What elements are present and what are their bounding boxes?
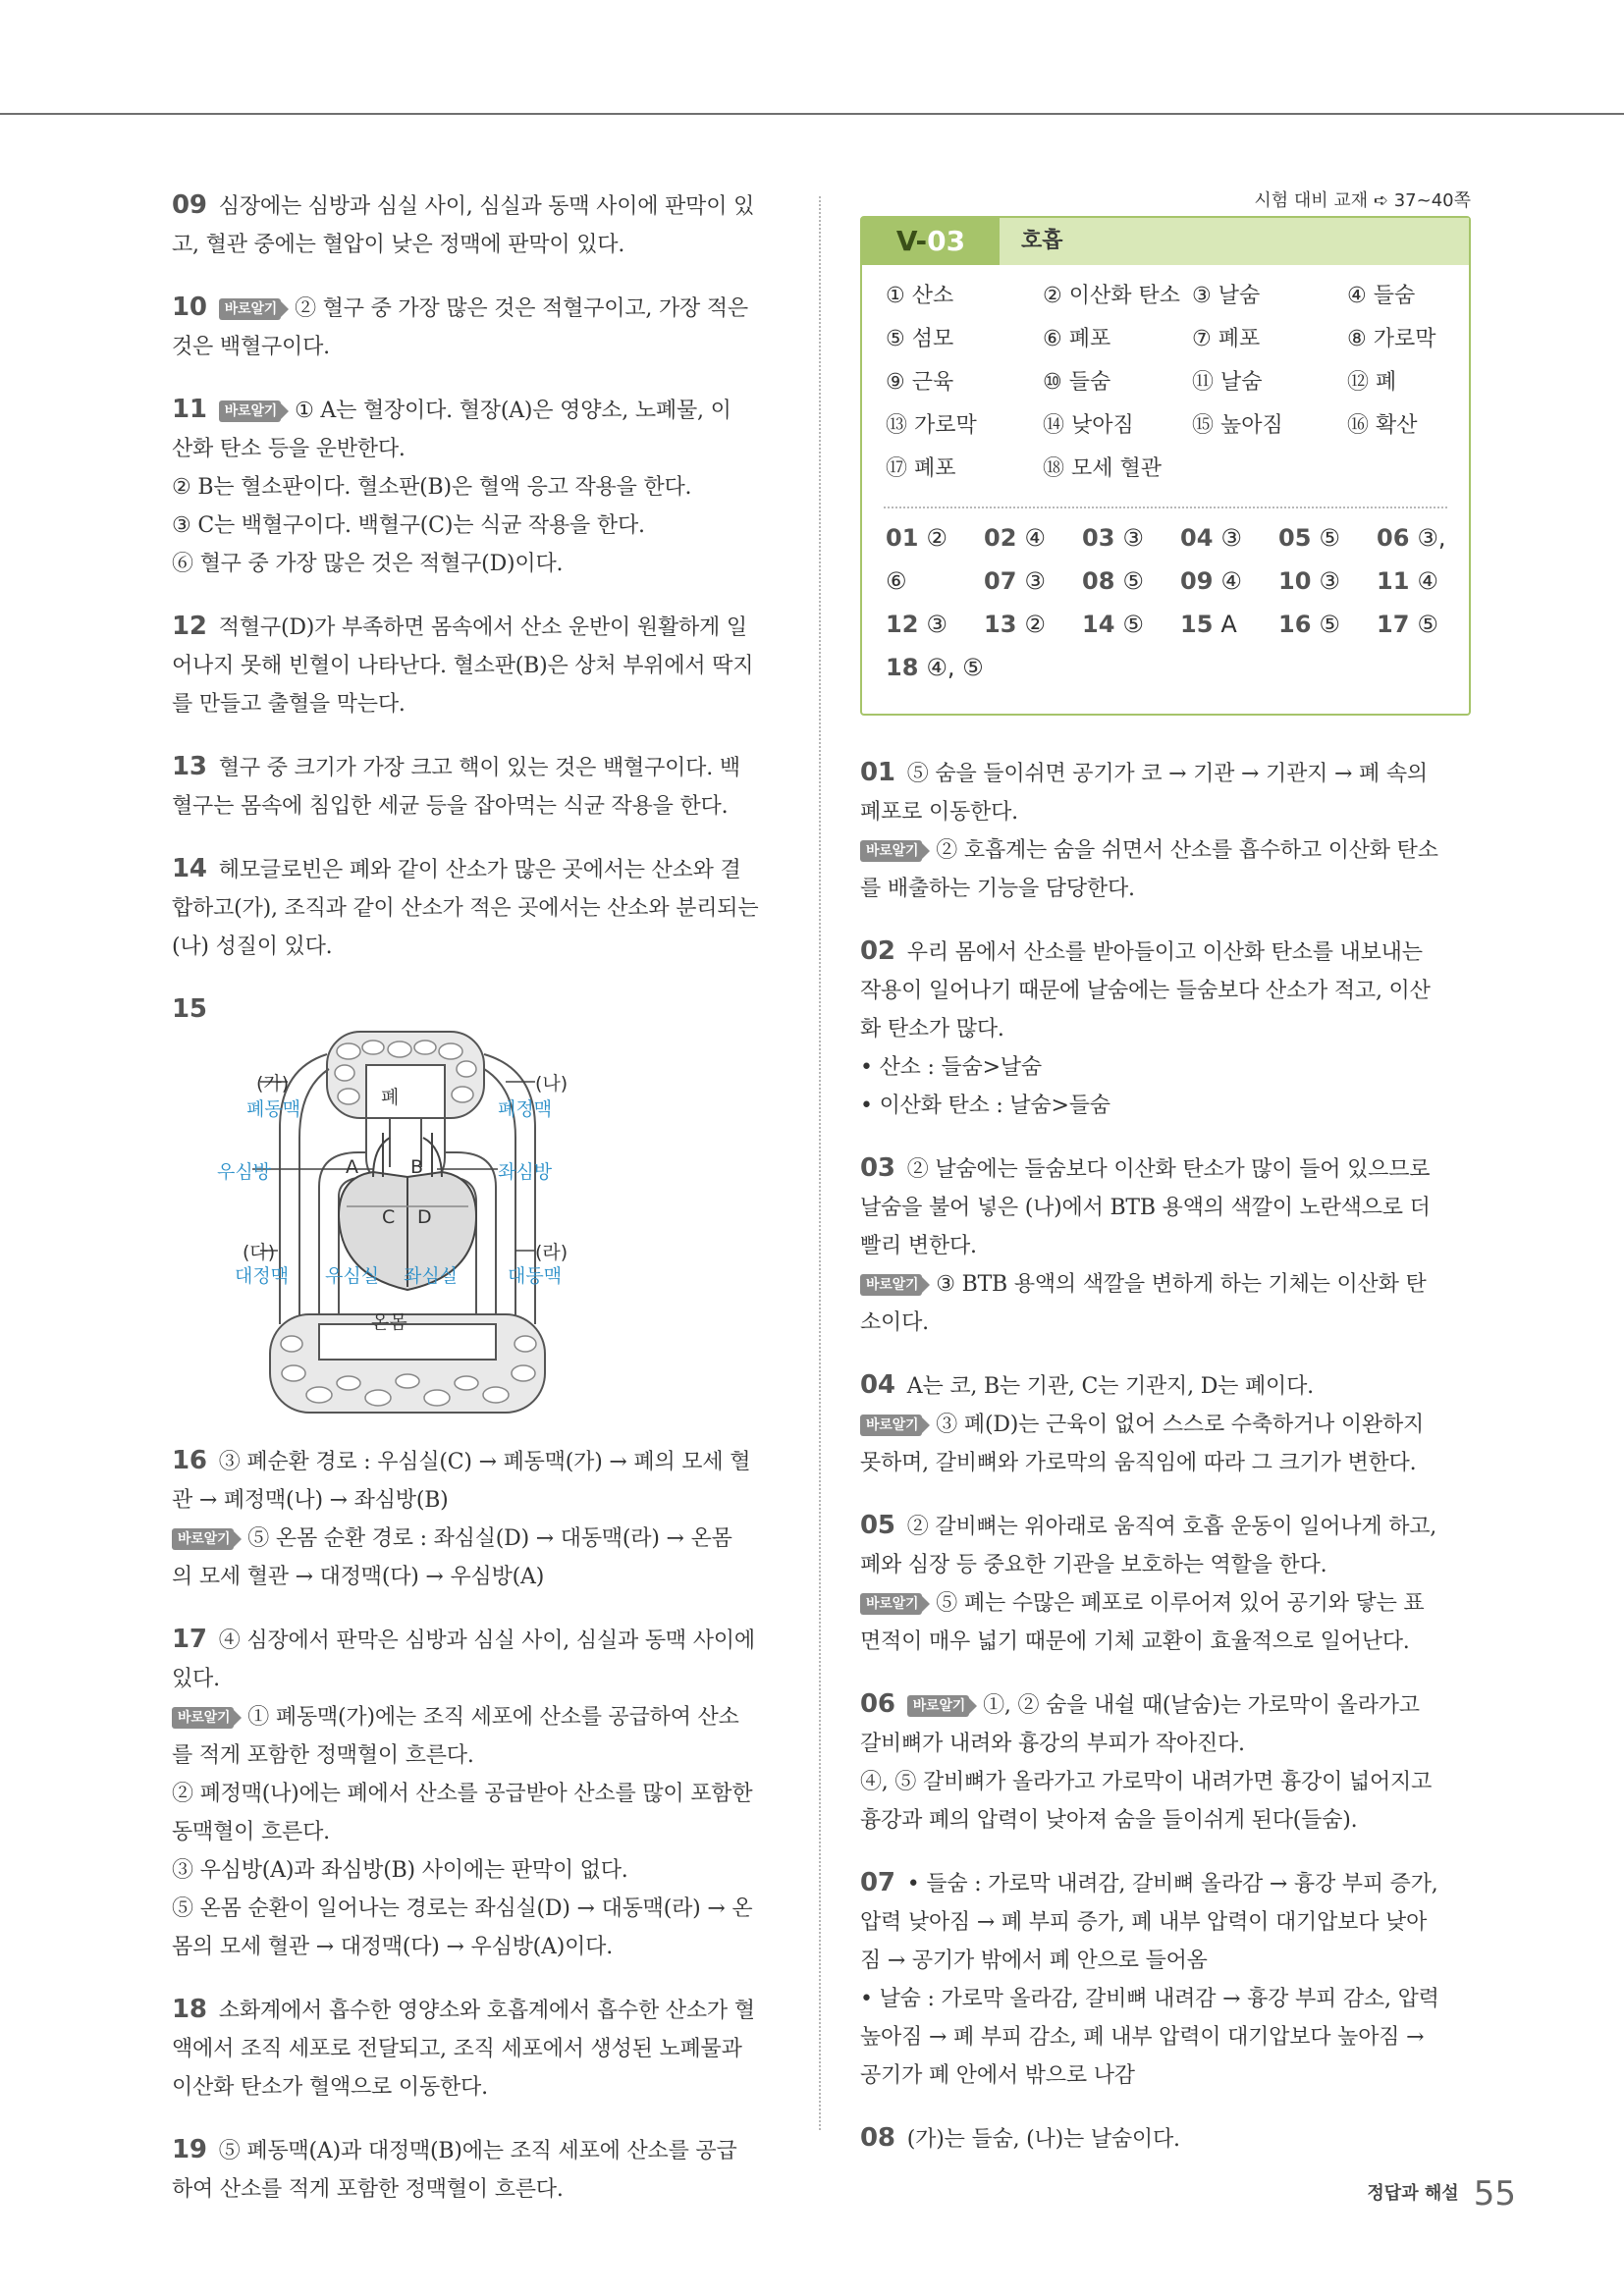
text-line: ④ 심장에서 판막은 심방과 심실 사이, 심실과 동맥 사이에 xyxy=(218,1629,755,1653)
answer-cell: ⑦ 폐포 xyxy=(1192,327,1261,351)
mc-choice: ⑤ xyxy=(1122,567,1144,595)
item-number: 19 xyxy=(172,2135,207,2164)
answer-item-10 xyxy=(172,289,785,366)
mc-number: 06 xyxy=(1377,524,1410,552)
mc-answer xyxy=(886,611,947,638)
mc-number: 08 xyxy=(1082,567,1115,595)
mc-choice: ② xyxy=(926,524,947,552)
answer-cell: ⑥ 폐포 xyxy=(1043,327,1111,351)
left-items-group-1 xyxy=(172,187,785,966)
badge-text-line: 몸의 모세 혈관 → 대정맥(다) → 우심방(A)이다. xyxy=(172,1935,614,1959)
multiple-choice-answers xyxy=(886,524,1455,697)
mc-row xyxy=(886,524,1455,567)
text-line: 날숨을 불어 넣은 (나)에서 BTB 용액의 색깔이 노란색으로 더 xyxy=(860,1196,1431,1220)
answer-cell: ⑭ 낮아짐 xyxy=(1043,413,1134,438)
mc-answer xyxy=(1377,611,1438,638)
answer-cell: ⑪ 날숨 xyxy=(1192,370,1263,395)
text-line: ⑥ 혈구 중 가장 많은 것은 적혈구(D)이다. xyxy=(172,552,564,576)
label-D: D xyxy=(417,1206,432,1228)
text-line: 것은 백혈구이다. xyxy=(172,335,330,359)
badge-text-line: ⑤ 온몸 순환이 일어나는 경로는 좌심실(D) → 대동맥(라) → 온 xyxy=(172,1896,753,1921)
mc-answer xyxy=(1180,524,1242,552)
mc-number: 18 xyxy=(886,654,919,681)
mc-answer xyxy=(1278,524,1340,552)
label-pulmonary-vein: 폐정맥 xyxy=(498,1098,553,1120)
text-line: 있다. xyxy=(172,1667,220,1691)
textbook-reference: 시험 대비 교재 ➪ 37~40쪽 xyxy=(1254,190,1471,211)
text-line: 합하고(가), 조직과 같이 산소가 적은 곳에서는 산소와 분리되는 xyxy=(172,896,759,921)
lung-capillaries xyxy=(327,1032,484,1118)
text-line: 관 → 폐정맥(나) → 좌심방(B) xyxy=(172,1488,449,1513)
text-line: 흉강과 폐의 압력이 낮아져 숨을 들이쉬게 된다(들숨). xyxy=(860,1808,1358,1833)
mc-choice: ③ xyxy=(1122,524,1144,552)
label-aorta: 대동맥 xyxy=(508,1265,563,1287)
badge-text-line: 의 모세 혈관 → 대정맥(다) → 우심방(A) xyxy=(172,1565,545,1589)
answer-summary-box xyxy=(860,216,1471,716)
text-line: 고, 혈관 중에는 혈압이 낮은 정맥에 판막이 있다. xyxy=(172,233,625,257)
mc-choice: ⑤ xyxy=(1122,611,1144,638)
item-number: 18 xyxy=(172,1995,207,2024)
footer-title: 정답과 해설 xyxy=(1367,2183,1459,2204)
item-number: 10 xyxy=(172,293,207,322)
text-line: ② 혈구 중 가장 많은 것은 적혈구이고, 가장 적은 xyxy=(295,296,748,321)
label-right-atrium: 우심방 xyxy=(217,1161,272,1183)
answer-cell: ⑯ 확산 xyxy=(1347,413,1418,438)
text-line: 이산화 탄소가 혈액으로 이동한다. xyxy=(172,2075,488,2100)
answer-cell: ① 산소 xyxy=(886,284,954,308)
badge-text-line: 를 적게 포함한 정맥혈이 흐른다. xyxy=(172,1743,474,1768)
answer-item-11 xyxy=(172,391,785,583)
item-number: 03 xyxy=(860,1153,895,1183)
item-number: 02 xyxy=(860,936,895,966)
answer-row xyxy=(886,279,1455,322)
mc-answer xyxy=(984,611,1046,638)
mc-number: 12 xyxy=(886,611,919,638)
text-line: ① A는 혈장이다. 혈장(A)은 영양소, 노폐물, 이 xyxy=(295,399,731,423)
badge-text-line: ② 호흡계는 숨을 쉬면서 산소를 흡수하고 이산화 탄소 xyxy=(936,838,1438,863)
item-number: 17 xyxy=(172,1625,207,1654)
column-divider xyxy=(819,196,821,2130)
mc-choice: ⑥ xyxy=(886,567,907,595)
item-number: 09 xyxy=(172,190,207,220)
text-line: ② 날숨에는 들숨보다 이산화 탄소가 많이 들어 있으므로 xyxy=(906,1157,1431,1182)
mc-choice: ③ xyxy=(1319,567,1340,595)
text-line: 적혈구(D)가 부족하면 몸속에서 산소 운반이 원활하게 일 xyxy=(218,615,747,640)
mc-choice: ⑤ xyxy=(1319,524,1340,552)
left-items-group-2 xyxy=(172,1442,785,2209)
item-number: 12 xyxy=(172,612,207,641)
badge-text-line: ② 폐정맥(나)에는 폐에서 산소를 공급받아 산소를 많이 포함한 xyxy=(172,1782,753,1806)
answer-cell: ⑫ 폐 xyxy=(1347,370,1397,395)
item-number: 05 xyxy=(860,1511,895,1540)
item-number: 01 xyxy=(860,758,895,787)
answer-item-09 xyxy=(172,187,785,264)
box-separator xyxy=(884,507,1447,508)
text-line: 소화계에서 흡수한 영양소와 호흡계에서 흡수한 산소가 혈 xyxy=(218,1999,755,2023)
badge-label: 바로알기 xyxy=(860,1593,922,1615)
text-line: 하여 산소를 적게 포함한 정맥혈이 흐른다. xyxy=(172,2177,564,2202)
item-number: 16 xyxy=(172,1446,207,1475)
label-A: A xyxy=(346,1156,358,1178)
text-line: 작용이 일어나기 때문에 날숨에는 들숨보다 산소가 적고, 이산 xyxy=(860,979,1431,1003)
text-line: 폐와 심장 등 중요한 기관을 보호하는 역할을 한다. xyxy=(860,1553,1327,1577)
answer-item-08 xyxy=(860,2119,1471,2159)
text-line: 갈비뼈가 내려와 흉강의 부피가 작아진다. xyxy=(860,1732,1245,1756)
text-line: 산화 탄소 등을 운반한다. xyxy=(172,437,406,461)
badge-label: 바로알기 xyxy=(860,1415,922,1436)
text-line: 액에서 조직 세포로 전달되고, 조직 세포에서 생성된 노폐물과 xyxy=(172,2037,742,2061)
unit-title: 호흡 xyxy=(1021,229,1063,253)
mc-answer xyxy=(1082,611,1144,638)
mc-number: 16 xyxy=(1278,611,1312,638)
unit-tag-number: 03 xyxy=(927,225,966,257)
item-number: 08 xyxy=(860,2123,895,2153)
mc-choice: ④ xyxy=(1220,567,1242,595)
mc-choice: ② xyxy=(1024,611,1046,638)
right-items xyxy=(860,754,1471,2183)
answer-item-15 xyxy=(172,990,785,1030)
text-line: 혈구 중 크기가 가장 크고 핵이 있는 것은 백혈구이다. 백 xyxy=(218,756,740,780)
text-line: (나) 성질이 있다. xyxy=(172,934,333,959)
mc-row xyxy=(886,654,1455,697)
text-line: ③ 폐순환 경로 : 우심실(C) → 폐동맥(가) → 폐의 모세 혈 xyxy=(218,1450,751,1474)
item-number: 04 xyxy=(860,1370,895,1400)
answer-item-13 xyxy=(172,748,785,826)
unit-tag-prefix: V- xyxy=(895,225,928,257)
label-lung: 폐 xyxy=(381,1087,400,1108)
mc-answer xyxy=(886,654,984,681)
answer-cell: ⑤ 섬모 xyxy=(886,327,954,351)
badge-text-line: ③ BTB 용액의 색깔을 변하게 하는 기체는 이산화 탄 xyxy=(936,1272,1427,1297)
answer-cell: ⑨ 근육 xyxy=(886,370,954,395)
badge-text-line: 못하며, 갈비뼈와 가로막의 움직임에 따라 그 크기가 변한다. xyxy=(860,1451,1417,1475)
text-line: 를 만들고 출혈을 막는다. xyxy=(172,692,406,717)
unit-tag xyxy=(862,218,1000,265)
mc-answer xyxy=(1082,567,1144,595)
badge-text-line: 를 배출하는 기능을 담당한다. xyxy=(860,877,1135,901)
text-line: • 들숨 : 가로막 내려감, 갈비뼈 올라감 → 흉강 부피 증가, xyxy=(906,1872,1438,1896)
mc-row xyxy=(886,567,1455,611)
mc-choice: ⑤ xyxy=(1319,611,1340,638)
text-line: • 산소 : 들숨>날숨 xyxy=(860,1055,1042,1080)
answer-cell: ⑩ 들숨 xyxy=(1043,370,1111,395)
mc-number: 13 xyxy=(984,611,1017,638)
mc-choice: ④ xyxy=(1417,567,1438,595)
text-line: 폐포로 이동한다. xyxy=(860,800,1018,825)
badge-label: 바로알기 xyxy=(907,1695,969,1717)
mc-choice: A xyxy=(1220,611,1237,638)
mc-choice: ④ xyxy=(1024,524,1046,552)
text-line: ③ C는 백혈구이다. 백혈구(C)는 식균 작용을 한다. xyxy=(172,513,645,538)
label-left-ventricle: 좌심실 xyxy=(404,1265,459,1287)
text-line: ⑤ 폐동맥(A)과 대정맥(B)에는 조직 세포에 산소를 공급 xyxy=(218,2139,737,2163)
badge-text-line: ⑤ 온몸 순환 경로 : 좌심실(D) → 대동맥(라) → 온몸 xyxy=(247,1526,732,1551)
badge-text-line: 동맥혈이 흐른다. xyxy=(172,1820,330,1844)
answer-item-04 xyxy=(860,1366,1471,1482)
item-number: 13 xyxy=(172,752,207,781)
text-line: A는 코, B는 기관, C는 기관지, D는 폐이다. xyxy=(906,1374,1314,1399)
left-column xyxy=(172,187,785,2233)
fill-in-answers xyxy=(886,279,1455,495)
label-C: C xyxy=(382,1206,396,1228)
mc-number: 04 xyxy=(1180,524,1214,552)
text-line: • 이산화 탄소 : 날숨>들숨 xyxy=(860,1094,1110,1118)
answer-cell: ② 이산화 탄소 xyxy=(1043,284,1180,308)
answer-item-03 xyxy=(860,1149,1471,1342)
mc-number: 01 xyxy=(886,524,919,552)
mc-number: 14 xyxy=(1082,611,1115,638)
label-left-atrium: 좌심방 xyxy=(498,1161,553,1183)
text-line: ② B는 혈소판이다. 혈소판(B)은 혈액 응고 작용을 한다. xyxy=(172,475,692,500)
answer-item-07 xyxy=(860,1864,1471,2095)
mc-number: 02 xyxy=(984,524,1017,552)
text-line: 높아짐 → 폐 부피 감소, 폐 내부 압력이 대기압보다 높아짐 → xyxy=(860,2025,1425,2050)
mc-choice: ③ xyxy=(926,611,947,638)
answer-row xyxy=(886,365,1455,408)
answer-item-06 xyxy=(860,1685,1471,1840)
answer-item-14 xyxy=(172,850,785,966)
mc-number: 03 xyxy=(1082,524,1115,552)
mc-choice: ④, ⑤ xyxy=(926,654,984,681)
badge-label: 바로알기 xyxy=(860,1274,922,1296)
text-line: ①, ② 숨을 내쉴 때(날숨)는 가로막이 올라가고 xyxy=(983,1693,1420,1718)
badge-label: 바로알기 xyxy=(219,400,281,422)
answer-item-12 xyxy=(172,608,785,723)
item-number: 07 xyxy=(860,1868,895,1897)
badge-text-line: 면적이 매우 넓기 때문에 기체 교환이 효율적으로 일어난다. xyxy=(860,1629,1410,1654)
badge-text-line: ① 폐동맥(가)에는 조직 세포에 산소를 공급하여 산소 xyxy=(247,1705,739,1730)
mc-choice: ③, xyxy=(1417,524,1446,552)
answer-cell: ⑱ 모세 혈관 xyxy=(1043,456,1162,481)
label-da: (다) xyxy=(243,1242,276,1263)
answer-item-16 xyxy=(172,1442,785,1596)
mc-answer xyxy=(1082,524,1144,552)
mc-number: 10 xyxy=(1278,567,1312,595)
mc-number: 07 xyxy=(984,567,1017,595)
answer-item-18 xyxy=(172,1991,785,2107)
badge-text-line: ③ 폐(D)는 근육이 없어 스스로 수축하거나 이완하지 xyxy=(936,1413,1425,1437)
text-line: 압력 낮아짐 → 폐 부피 증가, 폐 내부 압력이 대기압보다 낮아 xyxy=(860,1910,1428,1935)
text-line: 빨리 변한다. xyxy=(860,1234,977,1258)
mc-row xyxy=(886,611,1455,654)
answer-cell: ⑧ 가로막 xyxy=(1347,327,1436,351)
item-number: 06 xyxy=(860,1689,895,1719)
mc-choice: ③ xyxy=(1024,567,1046,595)
mc-choice: ③ xyxy=(1220,524,1242,552)
mc-answer xyxy=(886,524,947,552)
mc-number: 17 xyxy=(1377,611,1410,638)
mc-number: 09 xyxy=(1180,567,1214,595)
badge-label: 바로알기 xyxy=(172,1528,234,1550)
mc-choice: ⑤ xyxy=(1417,611,1438,638)
answer-item-17 xyxy=(172,1621,785,1966)
box-header xyxy=(862,218,1469,265)
mc-answer xyxy=(1377,567,1438,595)
answer-cell: ⑬ 가로막 xyxy=(886,413,977,438)
answer-cell: ⑮ 높아짐 xyxy=(1192,413,1283,438)
item-number: 14 xyxy=(172,854,207,883)
text-line: 공기가 폐 안에서 밖으로 나감 xyxy=(860,2063,1135,2088)
circulation-diagram xyxy=(172,1030,785,1422)
label-na: (나) xyxy=(535,1073,568,1095)
label-vena-cava: 대정맥 xyxy=(235,1265,290,1287)
text-line: 헤모글로빈은 폐와 같이 산소가 많은 곳에서는 산소와 결 xyxy=(218,858,741,882)
mc-answer xyxy=(984,524,1046,552)
label-ra: (라) xyxy=(535,1242,568,1263)
answer-item-19 xyxy=(172,2131,785,2209)
mc-answer xyxy=(1278,567,1340,595)
text-line: • 날숨 : 가로막 올라감, 갈비뼈 내려감 → 흉강 부피 감소, 압력 xyxy=(860,1987,1439,2011)
page-footer xyxy=(1367,2174,1516,2214)
page-number: 55 xyxy=(1473,2174,1516,2214)
answer-cell: ④ 들숨 xyxy=(1347,284,1416,308)
mc-answer xyxy=(1377,524,1446,552)
label-ga: (가) xyxy=(256,1073,290,1095)
answer-item-02 xyxy=(860,933,1471,1125)
item-number: 15 xyxy=(172,994,207,1024)
answer-row xyxy=(886,452,1455,495)
badge-label: 바로알기 xyxy=(219,298,281,320)
mc-answer xyxy=(1180,567,1242,595)
label-B: B xyxy=(410,1156,424,1178)
text-line: ⑤ 숨을 들이쉬면 공기가 코 → 기관 → 기관지 → 폐 속의 xyxy=(906,762,1428,786)
text-line: 어나지 못해 빈혈이 나타난다. 혈소판(B)은 상처 부위에서 딱지 xyxy=(172,654,754,678)
badge-text-line: ⑤ 폐는 수많은 폐포로 이루어져 있어 공기와 닿는 표 xyxy=(936,1591,1425,1616)
text-line: 짐 → 공기가 밖에서 폐 안으로 들어옴 xyxy=(860,1949,1208,1973)
mc-answer xyxy=(886,567,907,595)
badge-label: 바로알기 xyxy=(860,840,922,862)
text-line: ④, ⑤ 갈비뼈가 올라가고 가로막이 내려가면 흉강이 넓어지고 xyxy=(860,1770,1433,1794)
body-capillaries xyxy=(270,1314,545,1413)
badge-label: 바로알기 xyxy=(172,1707,234,1729)
mc-number: 15 xyxy=(1180,611,1214,638)
item-number: 11 xyxy=(172,395,207,424)
mc-number: 11 xyxy=(1377,567,1410,595)
mc-answer xyxy=(1180,611,1237,638)
text-line: 혈구는 몸속에 침입한 세균 등을 잡아먹는 식균 작용을 한다. xyxy=(172,794,729,819)
badge-text-line: ③ 우심방(A)과 좌심방(B) 사이에는 판막이 없다. xyxy=(172,1858,628,1883)
answer-item-05 xyxy=(860,1507,1471,1661)
answer-item-01 xyxy=(860,754,1471,908)
label-pulmonary-artery: 폐동맥 xyxy=(246,1098,301,1120)
mc-answer xyxy=(1278,611,1340,638)
text-line: (가)는 들숨, (나)는 날숨이다. xyxy=(906,2127,1180,2152)
text-line: 우리 몸에서 산소를 받아들이고 이산화 탄소를 내보내는 xyxy=(906,940,1423,965)
mc-answer xyxy=(984,567,1046,595)
mc-number: 05 xyxy=(1278,524,1312,552)
text-line: ② 갈비뼈는 위아래로 움직여 호흡 운동이 일어나게 하고, xyxy=(906,1515,1437,1539)
answer-cell: ③ 날숨 xyxy=(1192,284,1261,308)
text-line: 심장에는 심방과 심실 사이, 심실과 동맥 사이에 판막이 있 xyxy=(218,194,755,219)
top-rule xyxy=(0,113,1624,115)
answer-row xyxy=(886,322,1455,365)
text-line: 화 탄소가 많다. xyxy=(860,1017,1004,1041)
answer-row xyxy=(886,408,1455,452)
answer-cell: ⑰ 폐포 xyxy=(886,456,956,481)
label-body: 온몸 xyxy=(371,1311,407,1333)
badge-text-line: 소이다. xyxy=(860,1310,929,1335)
label-right-ventricle: 우심실 xyxy=(325,1265,380,1287)
